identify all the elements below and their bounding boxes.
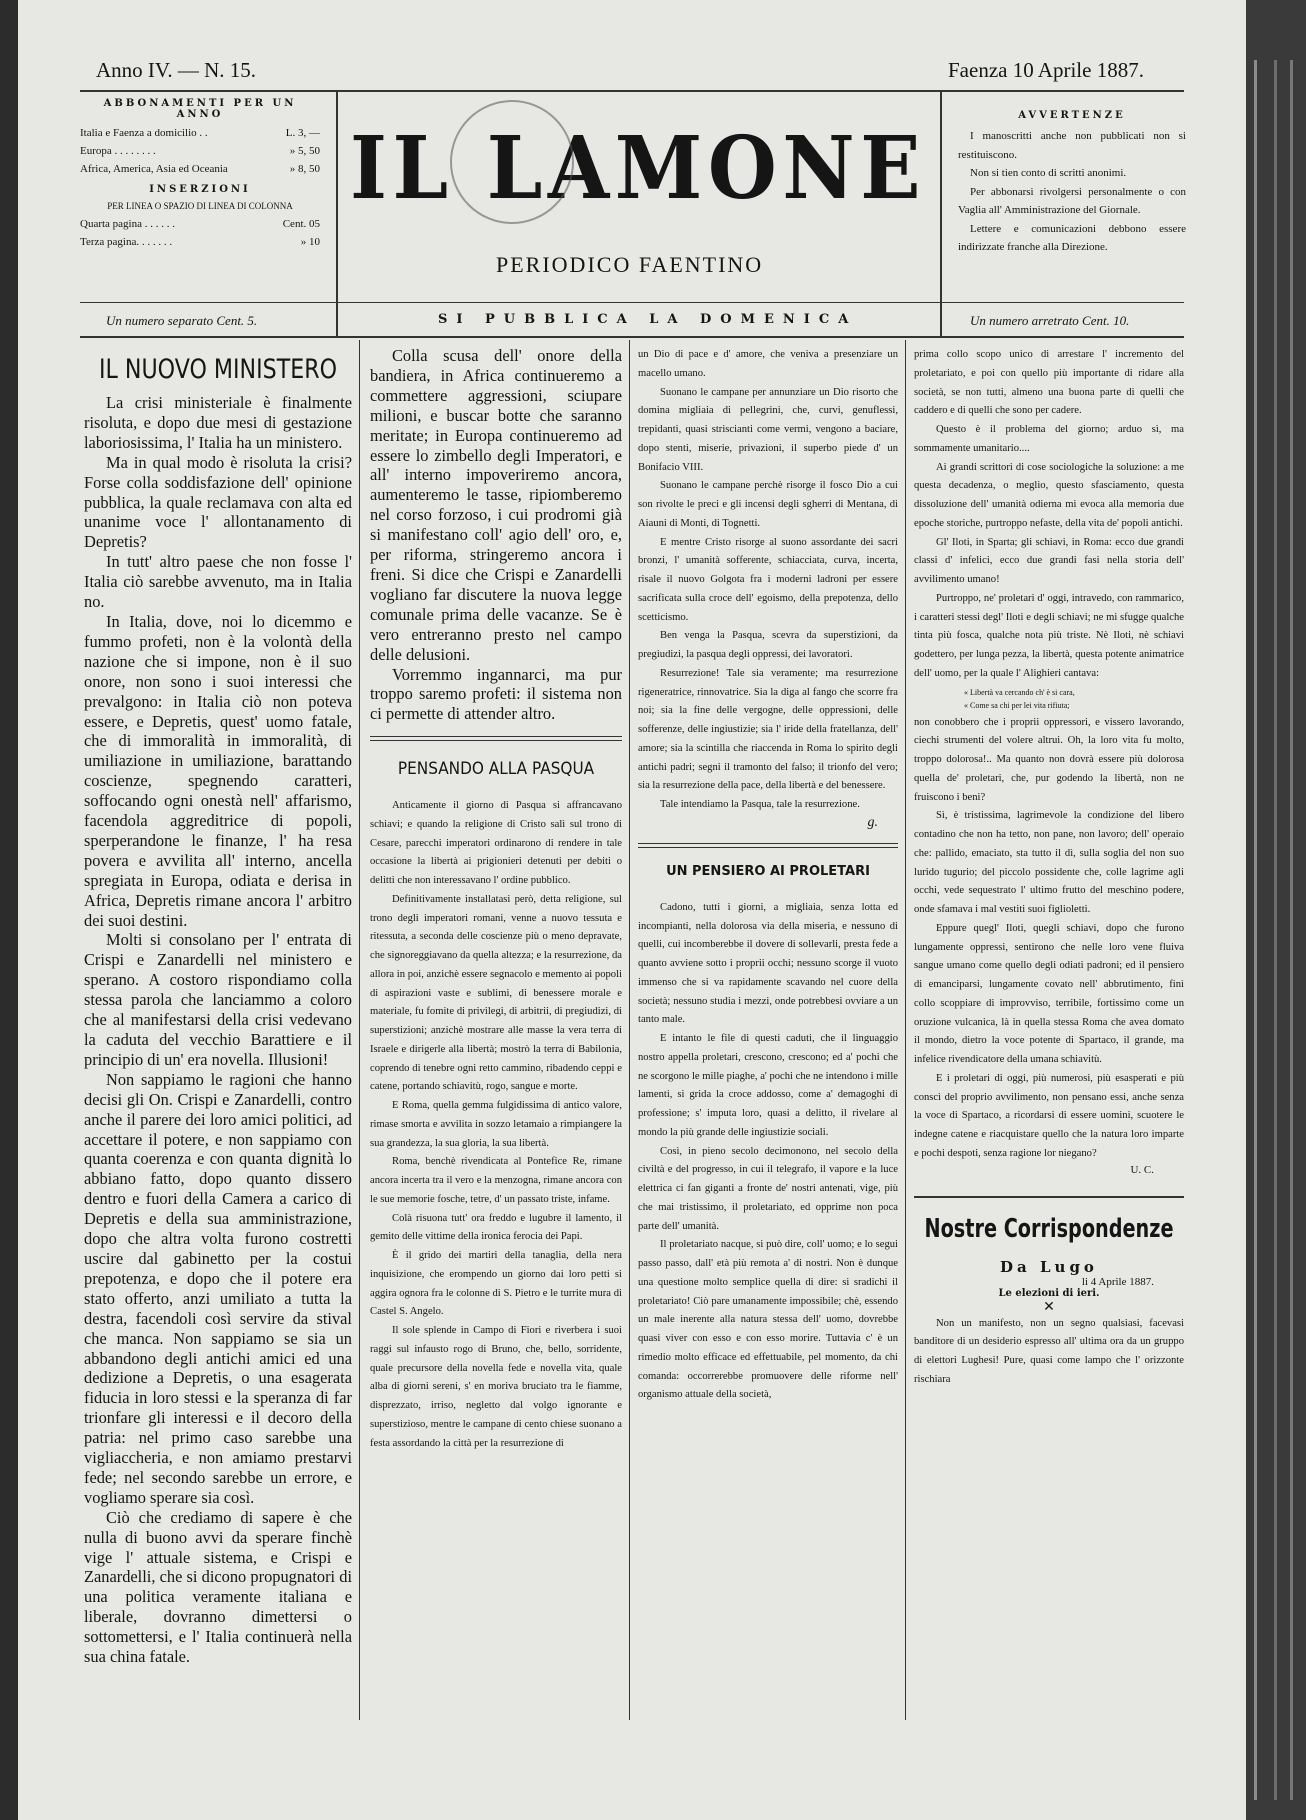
paragraph: Non sappiamo le ragioni che hanno decisi gli On. Crispi e Zanardelli, contro anche il parere dei loro amici politici, ad accettare il potere, e non sappiamo con quanta coerenza e con quanta dignità lo abbiano fatto, dopo quanto dissero dentro e fuori della Camera a carico di Depretis e della sua amministrazione, dopo che altra volta furono costretti uscire dal gabinetto per la costui prepotenza, e dopo che il potere era stato offerto, anzi umiliato a tutta la destra, facendoli così servire da stival che manca. Non sappiamo se sia un abbandono degli antichi amici ed una dedizione a Depretis, o una esagerata fiducia in loro stessi e la speranza di far trionfare gli interessi e il decoro della patria: nel primo caso sarebbe una vigliaccheria, e non amiamo prestarvi fede; nel secondo sarebbe un errore, e vogliamo sperare sia così. [84, 1069, 352, 1507]
back-copy-price: Un numero arretrato Cent. 10. [970, 313, 1130, 328]
paragraph: Suonano le campane per annunziare un Dio risorto che domina migliaia di pellegrini, che, curvi, genuflessi, trepidanti, quasi striscianti come vermi, vengono a baciare, dopo stenti, miserie, privazioni, il superbo piede d' un Bonifacio VIII. [638, 386, 898, 473]
paragraph: Il proletariato nacque, si può dire, coll' uomo; e lo segui passo passo, dall' età più remota a' di nostri. Non è dunque una questione molto semplice quella di dire: si sradichi il proletariato! Ciò pare umanamente impossibile; chè, essendo un male inerente alla natura stessa dell' uomo, dovrebbe quasi viver con esso e con esso morire. Tuttavia c' è un rimedio molto efficace ed effettuabile, pel momento, da chi comanda: occorrerebbe promuovere delle riforme nell' organismo attuale della società, [638, 1239, 898, 1401]
page-edge [1274, 60, 1277, 1800]
article-separator [638, 843, 898, 848]
published-sunday: SI PUBBLICA LA DOMENICA [438, 312, 858, 327]
paragraph: Purtroppo, ne' proletari d' oggi, intravedo, con rammarico, i caratteri stessi degl' Iloti e degli schiavi; ne mi sfugge qualche tinta più fosca, qualche nota più triste. Nè Iloti, nè schiavi godettero, per lunga pezza, la libertà, questa potente animatrice dell' uomo, per la quale l' Alighieri cantava: [914, 592, 1184, 679]
paragraph: Molti si consolano per l' entrata di Crispi e Zanardelli nel ministero e sperano. A costoro rispondiamo colla stessa parola che lanciammo a coloro che al manifestarsi della crisi vedevano la caduta del vecchio Barattiere e il principio di un' era novella. Illusioni! [84, 930, 352, 1069]
paragraph: Gl' Iloti, in Sparta; gli schiavi, in Roma: ecco due grandi classi d' infelici, ecco due grandi fasi nella storia dell' avvilimento umano! [914, 536, 1184, 585]
paragraph: Questo è il problema del giorno; arduo sì, ma sommamente umanitario.... [914, 424, 1184, 454]
paragraph: Non un manifesto, non un segno qualsiasi, facevasi banditore di un desiderio espresso all' ultima ora da un gruppo di elettori Lughesi! Pure, quasi come lampo che l' orizzonte rischiara [914, 1317, 1184, 1385]
paragraph: Colà risuona tutt' ora freddo e lugubre il lamento, il gemito delle vittime della ironica ferocia dei Papi. [370, 1212, 622, 1243]
masthead-divider-left [336, 92, 338, 336]
insertions-title: INSERZIONI [149, 184, 251, 195]
paragraph: Sì, è tristissima, lagrimevole la condizione del libero contadino che non ha tetto, non pane, non lavoro; dell' operaio che: pallido, emaciato, sta tutto il dì, sulla soglia del non suo lurido tugurio; del piccolo possidente che, colle lagrime agli occhi, vede sequestrato l' ultimo frutto del meschino podere, onde sfamava i mal vestiti suoi figlioletti. [914, 810, 1184, 915]
insertions-subtitle: PER LINEA O SPAZIO DI LINEA DI COLONNA [107, 201, 293, 211]
paragraph: Ciò che crediamo di sapere è che nulla di buono avvi da sperare finchè vige l' attuale sistema, e Crispi e Zanardelli, che si dicono propugnatori di una politica veramente italiana e liberale, dovranno dimettersi o sottomettersi, e l' Italia continuerà nella sua china fatale. [84, 1507, 352, 1667]
subscriptions-box [80, 98, 320, 251]
section-rule [80, 336, 1184, 338]
notice-item: Per abbonarsi rivolgersi personalmente o con Vaglia all' Amministrazione del Giornale. [958, 185, 1186, 216]
article-title: IL NUOVO MINISTERO [98, 354, 338, 385]
book-spine [1246, 0, 1306, 1820]
paragraph: Ma in qual modo è risoluta la crisi? Forse colla soddisfazione dell' opinione pubblica, la quale reclamava con alta ed unanime voce l' allontanamento di Depretis? [84, 452, 352, 552]
paragraph: E intanto le file di questi caduti, che il linguaggio nostro appella proletari, crescono, crescono; ed a' pochi che ne scorgono le mille piaghe, a' pochi che ne intendono i mille lamenti, si grida la croce addosso, come a' demagoghi di professione; s' imputa loro, quasi a delitto, il rivelare al mondo la più grande delle ingiustizie sociali. [638, 1033, 898, 1138]
signature: U. C. [1130, 1163, 1154, 1176]
notice-item: Non si tien conto di scritti anonimi. [970, 167, 1127, 179]
column-divider [629, 340, 630, 1720]
paragraph: E Roma, quella gemma fulgidissima di antico valore, rimase smorta e avvilita in sozzo letamaio a rimpiangere la sua grandezza, la sua gloria, la sua libertà. [370, 1100, 622, 1149]
paragraph: Ben venga la Pasqua, scevra da superstizioni, da pregiudizi, la pasqua degli oppressi, dei lavoratori. [638, 630, 898, 660]
sub-row: Africa, America, Asia ed Oceania » 8, 50 [80, 163, 320, 175]
paragraph: Vorremmo ingannarci, ma pur troppo saremo profeti: il sistema non ci permette di attender altro. [370, 664, 622, 724]
article-separator [914, 1196, 1184, 1198]
sub-row: Europa . . . . . . . . » 5, 50 [80, 145, 320, 157]
paragraph: In tutt' altro paese che non fosse l' Italia ciò sarebbe avvenuto, ma in Italia no. [84, 552, 352, 612]
paragraph: non conobbero che i proprii oppressori, e vissero lavorando, ciechi strumenti del volere altrui. Oh, la loro vita fu molto, troppo dolorosa!.. Ma quanto non dovrà essere più dolorosa quella de' proletari, che, pur godendo la libertà, non ne fruiscono i beni? [914, 716, 1184, 803]
header-rule [80, 90, 1184, 92]
column-divider [359, 340, 360, 1720]
paragraph: Suonano le campane perchè risorge il fosco Dio a cui son rivolte le preci e gli incensi degli sgherri di Mentana, di Aiauni di Monti, di Tognetti. [638, 480, 898, 529]
notice-item: Lettere e comunicazioni debbono essere indirizzate franche alla Direzione. [958, 222, 1186, 253]
correspondence-heading: Le elezioni di ieri. [998, 1287, 1100, 1299]
paragraph: prima collo scopo unico di arrestare l' incremento del proletariato, e poi con quello più importante di ridare alla società, se non tutti, almeno una buona parte di quelli che caddero e di quelli che sono per cadere. [914, 349, 1184, 417]
column-divider [905, 340, 906, 1720]
paragraph: Resurrezione! Tale sia veramente; ma resurrezione rigeneratrice, rinnovatrice. Sia la diga al fango che scorre fra noi; sia la fine delle vergogne, delle oppressioni, delle sofferenze, delle ingiustizie; sia l' iride della fratellanza, dell' amore; sia la scintilla che riaccenda in Roma lo spirito degli antichi padri; segni il tramonto del falso; il trionfo del vero; sia la resurrezione della pace, della libertà e del benessere. [638, 667, 898, 792]
paragraph: Il sole splende in Campo di Fiori e riverbera i suoi raggi sul infausto rogo di Bruno, che, bello, sorridente, quale precursore della novella fede e novella vita, quale alba di giorni sereni, s' en moriva bruciato tra le fiamme, disprezzato, irriso, negletto dal volgo ignorante e superstizioso, mentre le campane di cento chiese suonano a festa assordando la città per la resurrezione di [370, 1325, 622, 1449]
column-2 [370, 346, 622, 1720]
column-3 [638, 346, 898, 1720]
paragraph: Ai grandi scrittori di cose sociologiche la soluzione: a me questa decadenza, o meglio, questo sfasciamento, questa dissoluzione dell' umanità odierna mi evoca alla memoria due epoche storiche, purtroppo nefaste, della vita de' popoli antichi. [914, 461, 1184, 529]
place-date: Faenza 10 Aprile 1887. [948, 58, 1144, 82]
notices-title: AVVERTENZE [1018, 110, 1126, 121]
paragraph: Eppure quegl' Iloti, quegli schiavi, dopo che furono lungamente oppressi, sentirono che nelle loro vene fluiva sangue umano come quello degli odiati padroni; ed il pensiero di emanciparsi, lungamente covato nell' abbrutimento, finì collo scoppiare di improvviso, terribile, fortissimo come un oruzione vulcanica, là in quella stessa Roma che avea domato il mondo, dietro la voce potente di Spartaco, il grande, ma infelice rivendicatore della umana schiavitù. [914, 922, 1184, 1065]
ins-row: Terza pagina. . . . . . . » 10 [80, 236, 320, 248]
article-title: UN PENSIERO AI PROLETARI [666, 863, 870, 879]
paragraph: È il grido dei martiri della tanaglia, della nera inquisizione, che erompendo un giorno dai loro petti si aggira ognora fra le colonne di S. Pietro e le turrite mura di Castel S. Angelo. [370, 1250, 622, 1318]
column-4 [914, 346, 1184, 1720]
masthead-bottom-rule [80, 302, 1184, 303]
subscriptions-title: ABBONAMENTI PER UN ANNO [103, 98, 297, 120]
paragraph: In Italia, dove, noi lo dicemmo e fummo profeti, non è la volontà della nazione che si impone, non è il suo onore, non sono i suoi interessi che prevalgono: in Italia ciò non poteva essere, e Depretis, quest' uomo fatale, che di immoralità in immoralità, di umiliazione in umiliazione, barattando coscienze, spegnendo caratteri, soffocando ogni onestà nell' affarismo, facendola aggreditrice di popoli, sperperandone le finanze, l' ha resa povera e avvilita all' interno, ancella spregiata in Europa, odiata e derisa in Africa, Depretis rimane ancora l' arbitro dei suoi destini. [84, 611, 352, 930]
masthead-divider-right [940, 92, 942, 336]
notice-item: I manoscritti anche non pubblicati non si restituiscono. [958, 130, 1186, 161]
ornament-mark: ✕ [1043, 1298, 1055, 1315]
article-title: Nostre Corrispondenze [924, 1213, 1174, 1244]
article-ministero [84, 354, 352, 1720]
masthead-subtitle: PERIODICO FAENTINO [496, 252, 764, 277]
paragraph: Definitivamente installatasi però, detta religione, sul trono degli imperatori romani, venne a nuovo tessuta e ritessuta, a seconda delle coscienze più o meno depravate, che signoreggiavano da quella altezza; e la resurrezione, da allora in poi, anzichè essere segnacolo e memento ai popoli di aspirazioni vaste e sublimi, di benessere morale e materiale, fu fomite di privilegi, di arbitrii, di pregiudizi, di superstizioni; anzichè mostrare alle masse la vera terra di Israele e dirigerle alla libertà; mostrò la terra di Babilonia, coprendo di tenebre ogni retto cammino, ribadendo ceppi e catene, portando schiavitù, rogo, sangue e morte. [370, 893, 622, 1093]
sub-row: Italia e Faenza a domicilio . . L. 3, — [80, 127, 320, 139]
paragraph: Così, in pieno secolo decimonono, nel secolo della civiltà e del progresso, in cui il telegrafo, il vapore e la luce elettrica ci fan giganti a fronte de' nostri antenati, vige, più che mai tristissimo, il proletariato, ed opprime non poca parte dell' umanità. [638, 1145, 898, 1232]
paragraph: Colla scusa dell' onore della bandiera, in Africa continueremo a commettere aggressioni, sciupare milioni, e buscar botte che saranno meritate; in Europa continueremo ad essere lo zimbello degli Imperatori, e all' interno impoveriremo ancora, aumenteremo le tasse, ripiomberemo nel corso forzoso, i cui prodromi già si manifestano coll' agio dell' oro, e, per riforma, stringeremo ancora i freni. Si dice che Crispi e Zanardelli vogliano far discutere la nuova legge comunale prima delle vacanze. Se è vero entreranno presto nel campo delle delusioni. [370, 346, 622, 664]
quote: « Libertà va cercando ch' è si cara, « Come sa chi per lei vita rifiuta; [964, 687, 1075, 710]
paragraph: Tale intendiamo la Pasqua, tale la resurrezione. [660, 799, 860, 810]
article-title: PENSANDO ALLA PASQUA [397, 759, 595, 780]
page-edge [1290, 60, 1293, 1800]
paragraph: La crisi ministeriale è finalmente risoluta, e dopo due mesi di gestazione laboriosissima, l' Italia ha un ministero. [84, 393, 352, 452]
paragraph: Anticamente il giorno di Pasqua si affrancavano schiavi; e quando la religione di Cristo salì sul trono di Cesare, parecchi imperatori ordinarono di rendere in tale occasione la libertà ai prigionieri detenuti per debiti o delitti che non interessavano l' ordine pubblico. [370, 800, 622, 887]
newspaper-page [18, 0, 1246, 1820]
article-separator [370, 736, 622, 741]
ins-row: Quarta pagina . . . . . . Cent. 05 [80, 218, 320, 230]
paragraph: Cadono, tutti i giorni, a migliaia, senza lotta ed incompianti, nella dolorosa via della miseria, e nessuno di quelli, cui incomberebbe il dovere di sollevarli, presta fede a quanto avviene sotto i proprii occhi; nessuno scorge il vuoto immenso che si va rapidamente scavando nel cuore della società; nessuno studia i mezzi, onde potrebbesi ovviare a un tanto male. [638, 901, 898, 1026]
paragraph: E i proletari di oggi, più numerosi, più esasperati e più conscì del proprio avvilimento, non pensano essi, anche senza la voce di Spartaco, a ricordarsi di essere uomini, scuotere le indegne catene e riacquistare quello che la natura loro imparte e pochi despoti, senza ragione lor niegano? [914, 1072, 1184, 1159]
issue-number: Anno IV. — N. 15. [96, 58, 257, 82]
library-stamp [450, 100, 574, 224]
signature: g. [867, 814, 878, 830]
paragraph: Roma, benchè rivendicata al Pontefice Re, rimane ancora incerta tra il vero e la menzogna, rimane ancora con le sue memorie fosche, tetre, d' un passato triste, infame. [370, 1156, 622, 1205]
correspondence-date: li 4 Aprile 1887. [1081, 1275, 1154, 1288]
page-edge [1254, 60, 1257, 1800]
correspondence-place: Da Lugo [1000, 1257, 1098, 1276]
paragraph: E mentre Cristo risorge al suono assordante dei sacri bronzi, l' umanità sofferente, schiacciata, curva, incerta, risale il nuovo Golgota fra i moderni ladroni per essere sacrificata sulla croce dell' egoismo, della prepotenza, dello scetticismo. [638, 536, 898, 623]
single-copy-price: Un numero separato Cent. 5. [106, 313, 258, 328]
paragraph: un Dio di pace e d' amore, che veniva a presenziare un macello umano. [638, 349, 898, 379]
notices-box [958, 110, 1186, 257]
masthead-title: IL LAMONE [350, 118, 927, 219]
